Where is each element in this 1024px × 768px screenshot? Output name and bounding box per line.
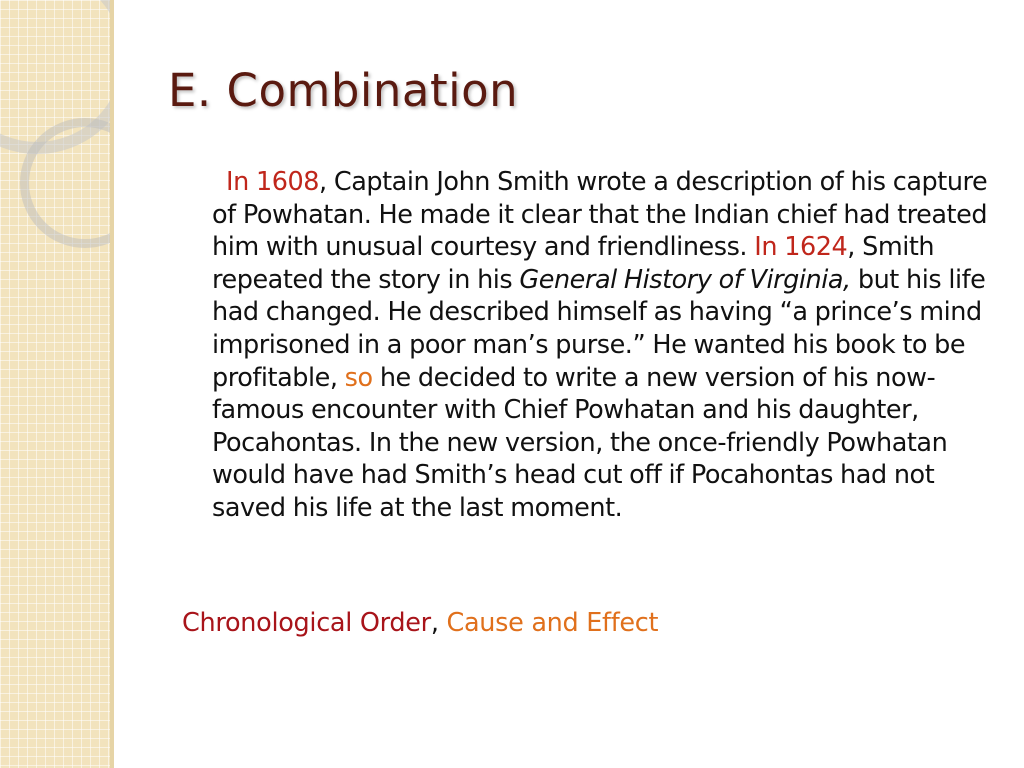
- date-highlight-1624: In 1624: [754, 232, 848, 263]
- body-text-segment: , Smith repeated the story in his: [212, 232, 935, 295]
- body-paragraph: [212, 166, 992, 525]
- pattern-labels: [182, 608, 658, 638]
- signal-word-so: so: [344, 362, 373, 393]
- body-text-segment: he decided to write a new version of his now-famous encounter with Chief Powhatan and his daughter, Pocahontas. In the new version, the once-friendly Powhatan would have had Smith’s head cut off if Pocahontas had not saved his life at the last moment.: [212, 362, 948, 523]
- decorative-sidebar: [0, 0, 110, 768]
- sidebar-edge: [110, 0, 114, 768]
- slide-title: E. Combination: [168, 64, 519, 117]
- pattern-separator: ,: [430, 608, 447, 638]
- date-highlight-1608: In 1608: [226, 167, 320, 197]
- pattern-chronological-order: Chronological Order: [182, 608, 431, 638]
- book-title: General History of Virginia,: [519, 264, 851, 295]
- body-text-segment: , Captain John Smith wrote a description of his capture of Powhatan. He made it clear that the Indian chief had treated him with unusual courtesy and friendliness.: [212, 167, 988, 263]
- body-text-segment: but his life had changed. He described himself as having “a prince’s mind imprisoned in a poor man’s purse.” He wanted his book to be profitable,: [212, 264, 986, 393]
- pattern-cause-and-effect: Cause and Effect: [446, 608, 659, 638]
